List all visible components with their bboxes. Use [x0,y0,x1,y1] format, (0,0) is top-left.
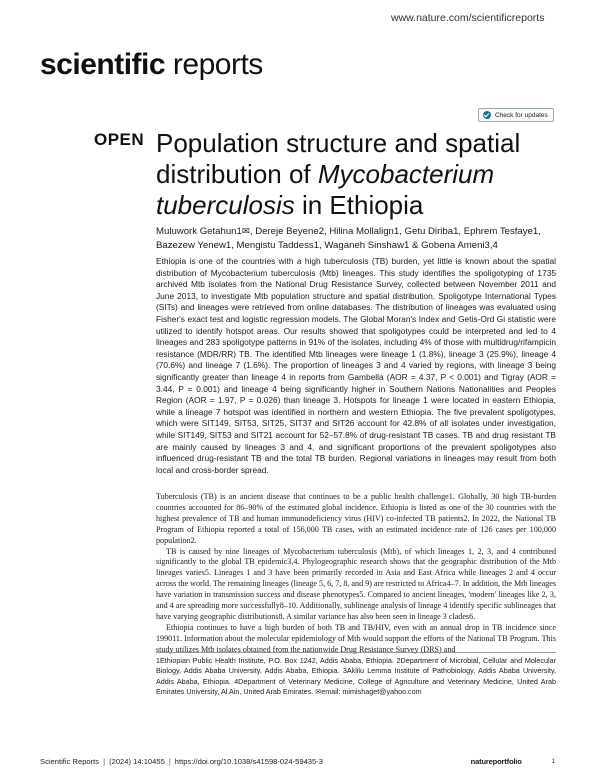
open-access-label: OPEN [94,130,145,149]
footer-volume: (2024) 14:10455 [109,757,165,766]
affiliations-footnote: 1Ethiopian Public Health Institute, P.O. Box 1242, Addis Ababa, Ethiopia. 2Department of Microbial, Cellular and Molecular Biology, Addis Ababa University, Addis Ababa, Ethiopia. 3Aklilu Lemma Institute of Pathobiology, Addis Ababa University, Addis Ababa, Ethiopia. 4Department of Veterinary Medicine, College of Agriculture and Veterinary Medicine, United Arab Emirates University, Al Ain, United Arab Emirates. ✉email: mimishaget@yahoo.com [156,656,556,697]
logo-scientific: scientific [40,48,166,81]
abstract: Ethiopia is one of the countries with a high tuberculosis (TB) burden, yet little is known about the spatial distribution of Mycobacterium tuberculosis (Mtb) lineages. This study identifies the spoligotyping of 1735 archived Mtb isolates from the National Drug Resistance Survey, collected between November 2011 and June 2013, to investigate Mtb population structure and spatial distribution. Spoligotype International Types (SITs) and lineages were retrieved from online databases. The distribution of lineages was evaluated using Fisher's exact test and logistic regression models. The Global Moran's Index and Getis-Ord Gi statistic were utilized to identify hotspot areas. Our results showed that spoligotypes could be interpreted and led to 4 lineages and 283 spoligotype patterns in 91% of the isolates, including 4% of those with multidrug/rifampicin resistance (MDR/RR) TB. The identified Mtb lineages were lineage 1 (1.8%), lineage 3 (25.9%), lineage 4 (70.6%) and lineage 7 (1.6%). The proportion of lineages 3 and 4 varied by regions, with lineage 3 being significantly greater than lineage 4 in reports from Gambella (AOR = 4.37, P < 0.001) and Tigray (AOR = 3.44, P = 0.001) and lineage 4 being significantly higher in Southern Nations Nationalities and Peoples Region (AOR = 1.97, P = 0.026) than lineage 3. Hotspots for lineage 1 were located in eastern Ethiopia, while a lineage 7 hotspot was identified in northern and western Ethiopia. The five prevalent spoligotypes, which were SIT149, SIT53, SIT25, SIT37 and SIT26 account for 42.8% of all isolates under investigation, while SIT149, SIT53 and SIT21 account for 52–57.8% of drug-resistant TB cases. TB and drug resistant TB are mainly caused by lineages 3 and 4, and significant proportions of the prevalent spoligotypes also influenced drug-resistant TB and the total TB burden. Regional variations in lineages may result from both local and cross-border spread. [156,256,556,475]
natureportfolio-logo: natureportfolio [470,757,522,766]
author-list: Muluwork Getahun1✉, Dereje Beyene2, Hilina Mollalign1, Getu Diriba1, Ephrem Tesfaye1, Bazezew Yenew1, Mengistu Taddess1, Waganeh Sinshaw1 & Gobena Ameni3,4 [156,226,541,251]
article-body [156,492,556,656]
journal-url[interactable]: www.nature.com/scientificreports [391,12,545,24]
check-for-updates-button[interactable] [478,108,554,122]
journal-logo [40,50,263,80]
body-paragraph: Ethiopia continues to have a high burden of both TB and TB/HIV, even with an annual drop in TB incidence since 199011. Information about the molecular epidemiology of Mtb would support the efforts of the National TB Program. This study utilizes Mtb isolates obtained from the nationwide Drug Resistance Survey (DRS) and [156,622,556,654]
title-italic-species: Mycobacterium tuberculosis [156,159,495,220]
page-number: 1 [551,758,555,765]
footer-journal: Scientific Reports [40,757,100,766]
footer-separator: | [168,757,171,766]
footer-doi-link[interactable]: https://doi.org/10.1038/s41598-024-59435-3 [174,757,323,766]
page-footer [40,757,555,766]
footer-separator: | [103,757,106,766]
logo-reports: reports [172,48,263,81]
title-text-2: in Ethiopia [294,190,424,220]
checkmark-icon [483,111,491,119]
article-title [156,128,556,221]
body-paragraph: TB is caused by nine lineages of Mycobacterium tuberculosis (Mtb), of which lineages 1, 2, 3, and 4 contributed significantly to the global TB epidemic3,4. Phylogeographic research shows that the geographic distribution of the Mtb lineages varies5. Lineages 1 and 3 have been primarily recorded in Asia and East Africa while lineages 2 and 4 occur across the world. The remaining lineages (lineage 5, 6, 7, 8, and 9) are restricted to Africa4–7. In addition, the Mtb lineages have variation in transmission success and disease phenotypes5. Compared to ancient lineages, 'modern' lineages like 2, 3, and 4 are spreading more successfully8–10. Additionally, sublineage analysis of lineage 4 identify specific sublineages that have varying geographic distributions8. A similar variance has also been seen in lineage 3 clades6. [156,546,556,621]
body-paragraph: Tuberculosis (TB) is an ancient disease that continues to be a public health challenge1. Globally, 30 high TB-burden countries accounted for 86–90% of the estimated global incidence. Ethiopia is listed as one of the 30 countries with the highest prevalence of TB and human immunodeficiency virus (HIV) co-infected TB patients2. In 2022, the National TB Program of Ethiopia reported a total of 156,000 TB cases, with an estimated incidence rate of 126 cases per 100,000 population2. [156,492,556,545]
check-for-updates-label: Check for updates [495,111,548,119]
title-text-1: Population structure and spatial distribution of [156,128,521,189]
footnote-divider [156,652,556,653]
